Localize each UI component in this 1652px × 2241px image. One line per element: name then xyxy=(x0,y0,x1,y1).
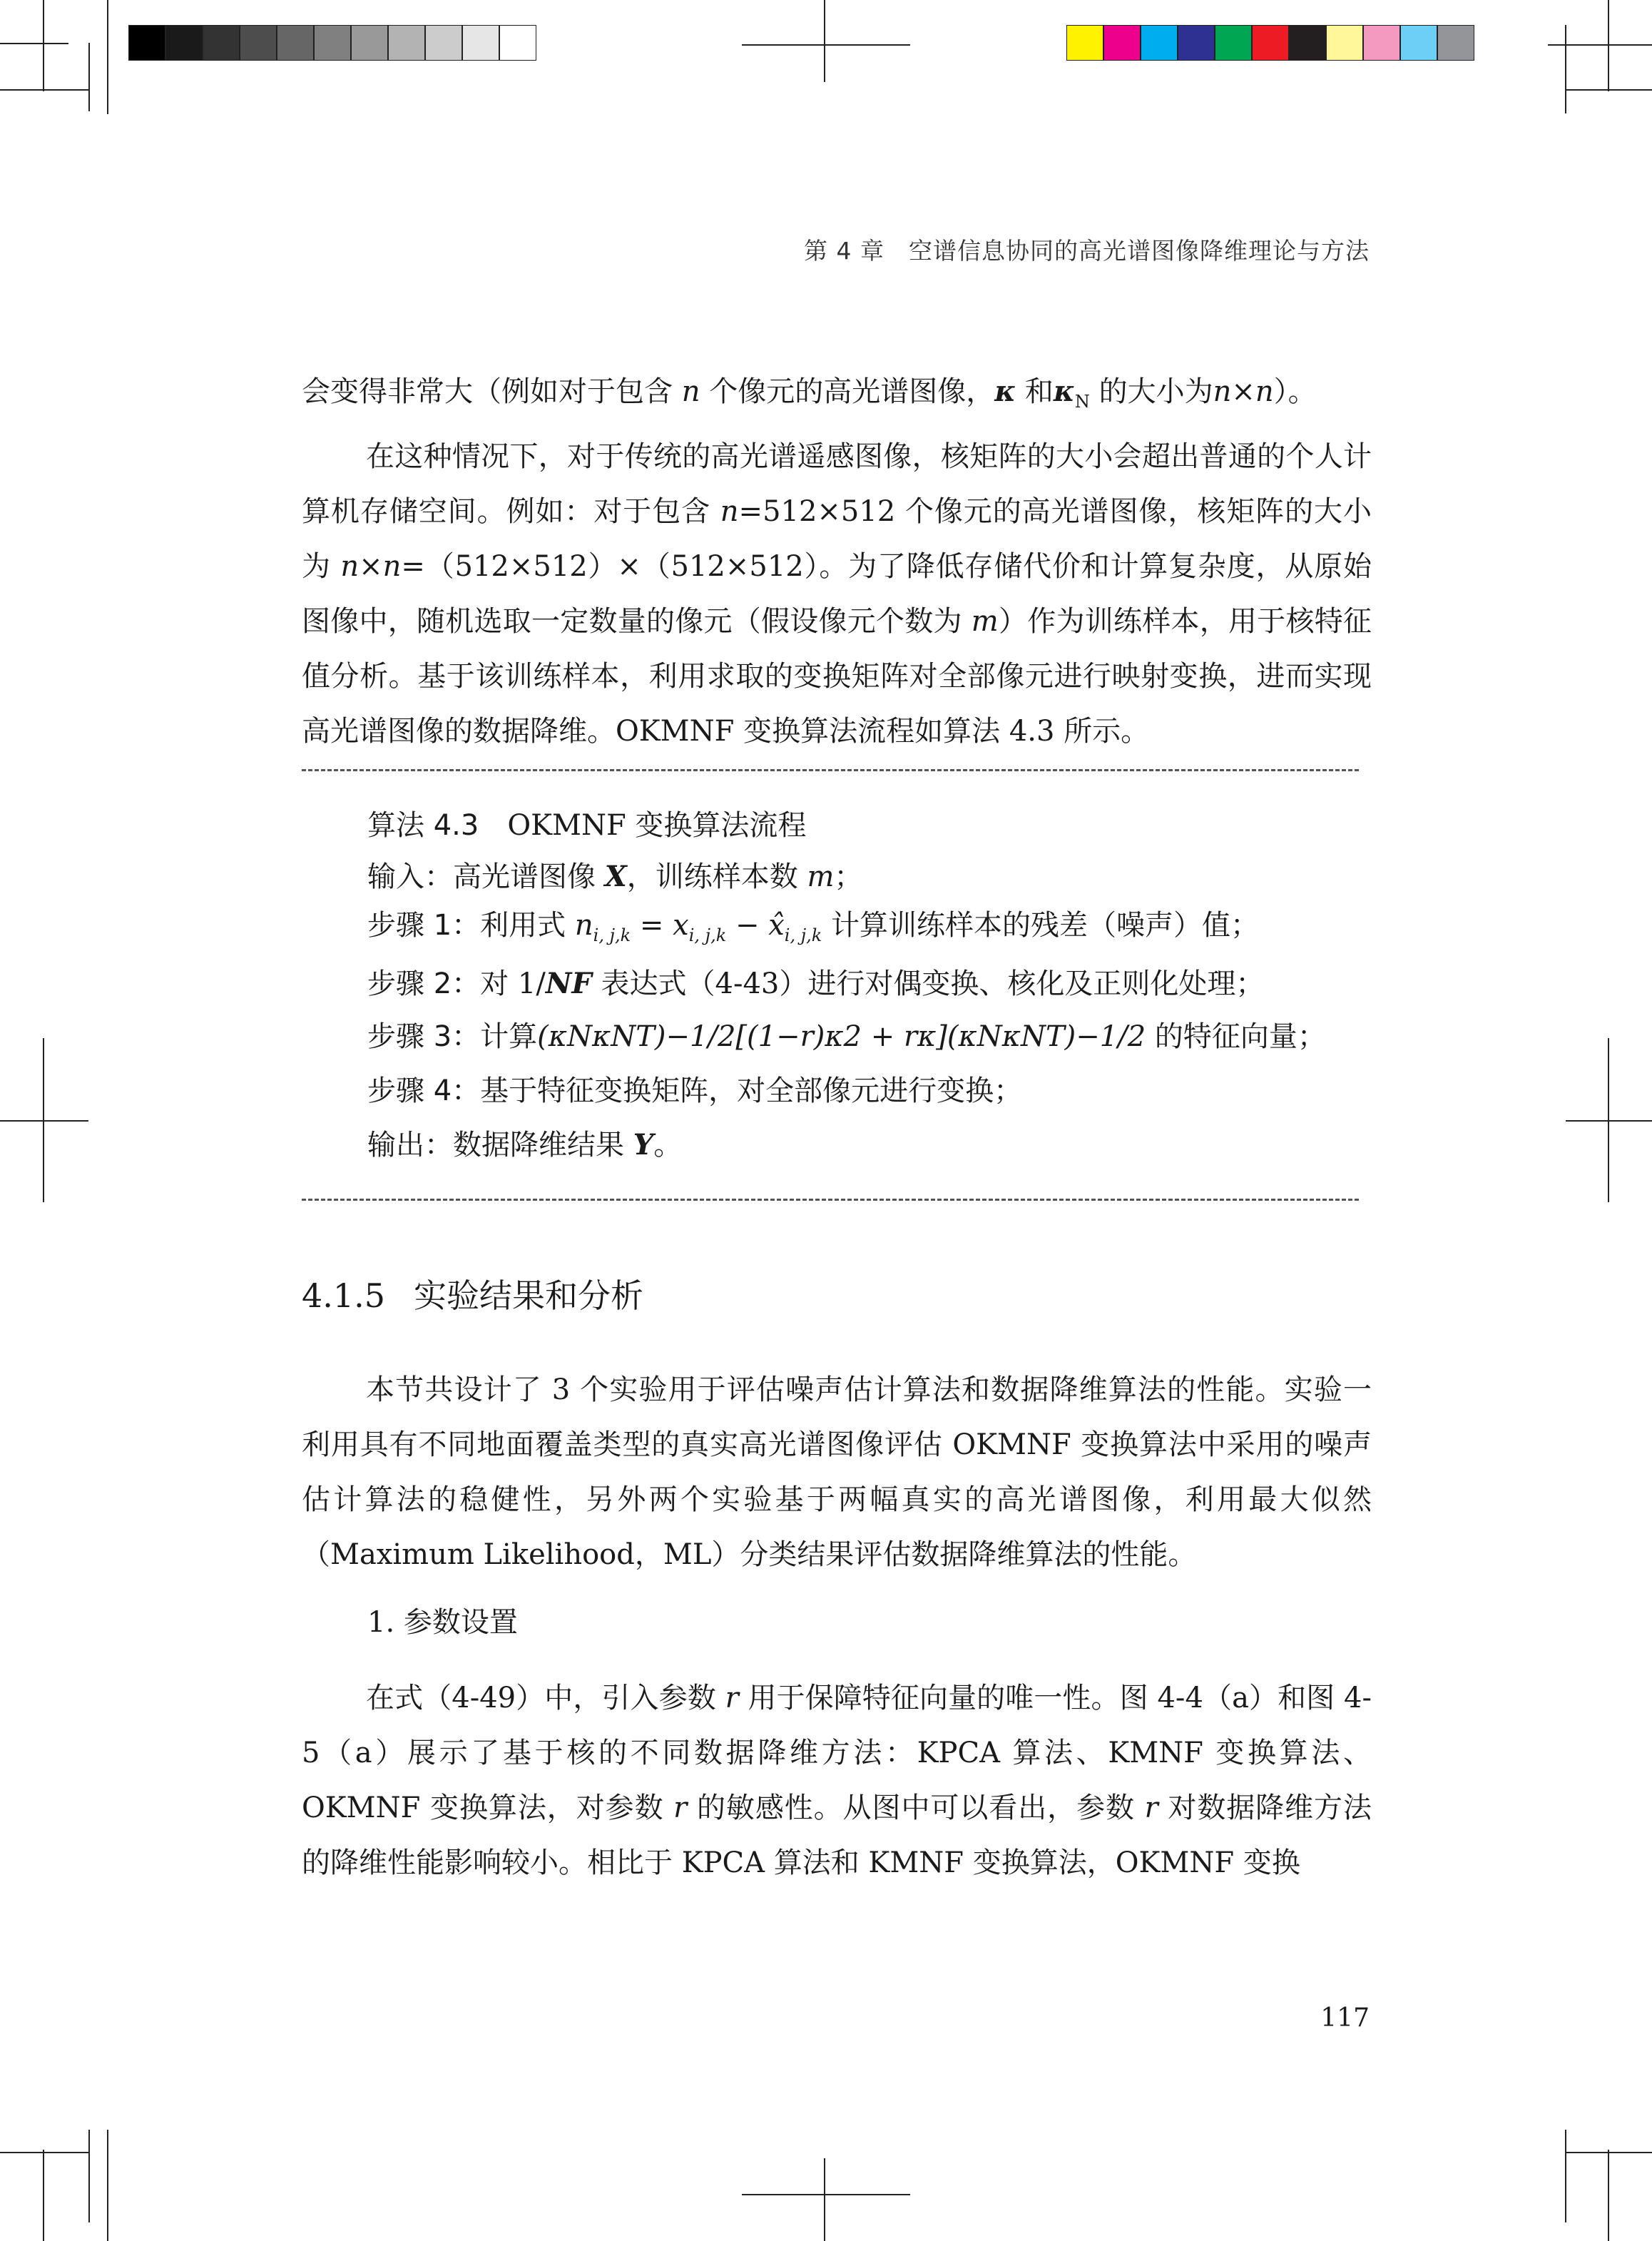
color-swatch xyxy=(165,25,203,61)
running-header: 第 4 章 空谱信息协同的高光谱图像降维理论与方法 xyxy=(804,237,1370,265)
section-body xyxy=(302,1363,1372,1582)
experiment-paragraph: 本节共设计了 3 个实验用于评估噪声估计算法和数据降维算法的性能。实验一利用具有不同地面覆盖类型的真实高光谱图像评估 OKMNF 变换算法中采用的噪声估计算法的稳健性，另外两个实验基于两幅真实的高光谱图像，利用最大似然（Maximum Likelihood，ML）分类结果评估数据降维算法的性能。 xyxy=(302,1373,1372,1571)
intro-paragraph-2: 在这种情况下，对于传统的高光谱遥感图像，核矩阵的大小会超出普通的个人计算机存储空间。例如：对于包含 n=512×512 个像元的高光谱图像，核矩阵的大小为 n×n=（512×512）×（512×512）。为了降低存储代价和计算复杂度，从原始图像中，随机选取一定数量的像元（假设像元个数为 m）作为训练样本，用于核特征值分析。基于该训练样本，利用求取的变换矩阵对全部像元进行映射变换，进而实现高光谱图像的数据降维。OKMNF 变换算法流程如算法 4.3 所示。 xyxy=(302,440,1372,748)
color-swatch xyxy=(425,25,462,61)
color-swatch-strip xyxy=(1066,25,1474,61)
intro-line-1: 会变得非常大（例如对于包含 n 个像元的高光谱图像，κ 和$\kappa_N$ 的大小为n×n）。 xyxy=(302,375,1317,412)
parameter-paragraph: 在式（4-49）中，引入参数 r 用于保障特征向量的唯一性。图 4-4（a）和图 4-5（a）展示了基于核的不同数据降维方法：KPCA 算法、KMNF 变换算法、OKMNF 变换算法，对参数 r 的敏感性。从图中可以看出，参数 r 对数据降维方法的降维性能影响较小。相比于 KPCA 算法和 KMNF 变换算法，OKMNF 变换 xyxy=(302,1682,1372,1879)
algorithm-box xyxy=(367,803,1366,1188)
section-heading: 4.1.5 实验结果和分析 xyxy=(302,1276,644,1315)
parameter-body xyxy=(302,1671,1372,1891)
step-3-formula: (κNκNT)−1/2[(1−r)κ2 + rκ](κNκNT)−1/2 xyxy=(537,1020,1146,1053)
color-swatch xyxy=(1400,25,1437,61)
color-swatch xyxy=(314,25,351,61)
algorithm-bottom-rule xyxy=(302,1199,1359,1201)
color-swatch xyxy=(1066,25,1103,61)
color-swatch xyxy=(1252,25,1289,61)
algorithm-step-2: 步骤 2：对 1/NF 表达式（4-43）进行对偶变换、核化及正则化处理； xyxy=(367,967,1265,1000)
color-swatch xyxy=(351,25,388,61)
color-swatch xyxy=(203,25,240,61)
color-swatch xyxy=(277,25,314,61)
color-swatch xyxy=(1437,25,1474,61)
color-swatch xyxy=(1326,25,1363,61)
color-swatch xyxy=(128,25,165,61)
algorithm-input: 输入：高光谱图像 X，训练样本数 m； xyxy=(367,860,863,893)
color-swatch xyxy=(499,25,536,61)
color-swatch xyxy=(1103,25,1141,61)
color-swatch xyxy=(1215,25,1252,61)
subsection-heading: 1. 参数设置 xyxy=(367,1606,518,1639)
algorithm-step-3: 步骤 3：计算(κNκNT)−1/2[(1−r)κ2 + rκ](κNκNT)−1/2 的特征向量； xyxy=(367,1020,1326,1053)
color-swatch xyxy=(388,25,425,61)
algorithm-step-4: 步骤 4：基于特征变换矩阵，对全部像元进行变换； xyxy=(367,1074,1023,1107)
algorithm-output: 输出：数据降维结果 Y。 xyxy=(367,1128,683,1162)
gray-swatch-strip xyxy=(128,25,536,61)
color-swatch xyxy=(1141,25,1178,61)
intro-block xyxy=(302,364,1372,759)
color-swatch xyxy=(240,25,277,61)
algorithm-title: 算法 4.3 OKMNF 变换算法流程 xyxy=(367,809,807,842)
algorithm-top-rule xyxy=(302,769,1359,771)
algorithm-step-1: 步骤 1：利用式 $n_{i, j,k} = x_{i, j,k}$ − $x̂_{i, j,k}$ 计算训练样本的残差（噪声）值； xyxy=(367,909,1260,945)
color-swatch xyxy=(1289,25,1326,61)
color-swatch xyxy=(1363,25,1400,61)
color-swatch xyxy=(1178,25,1215,61)
color-swatch xyxy=(462,25,499,61)
page-number: 117 xyxy=(1320,2003,1370,2033)
